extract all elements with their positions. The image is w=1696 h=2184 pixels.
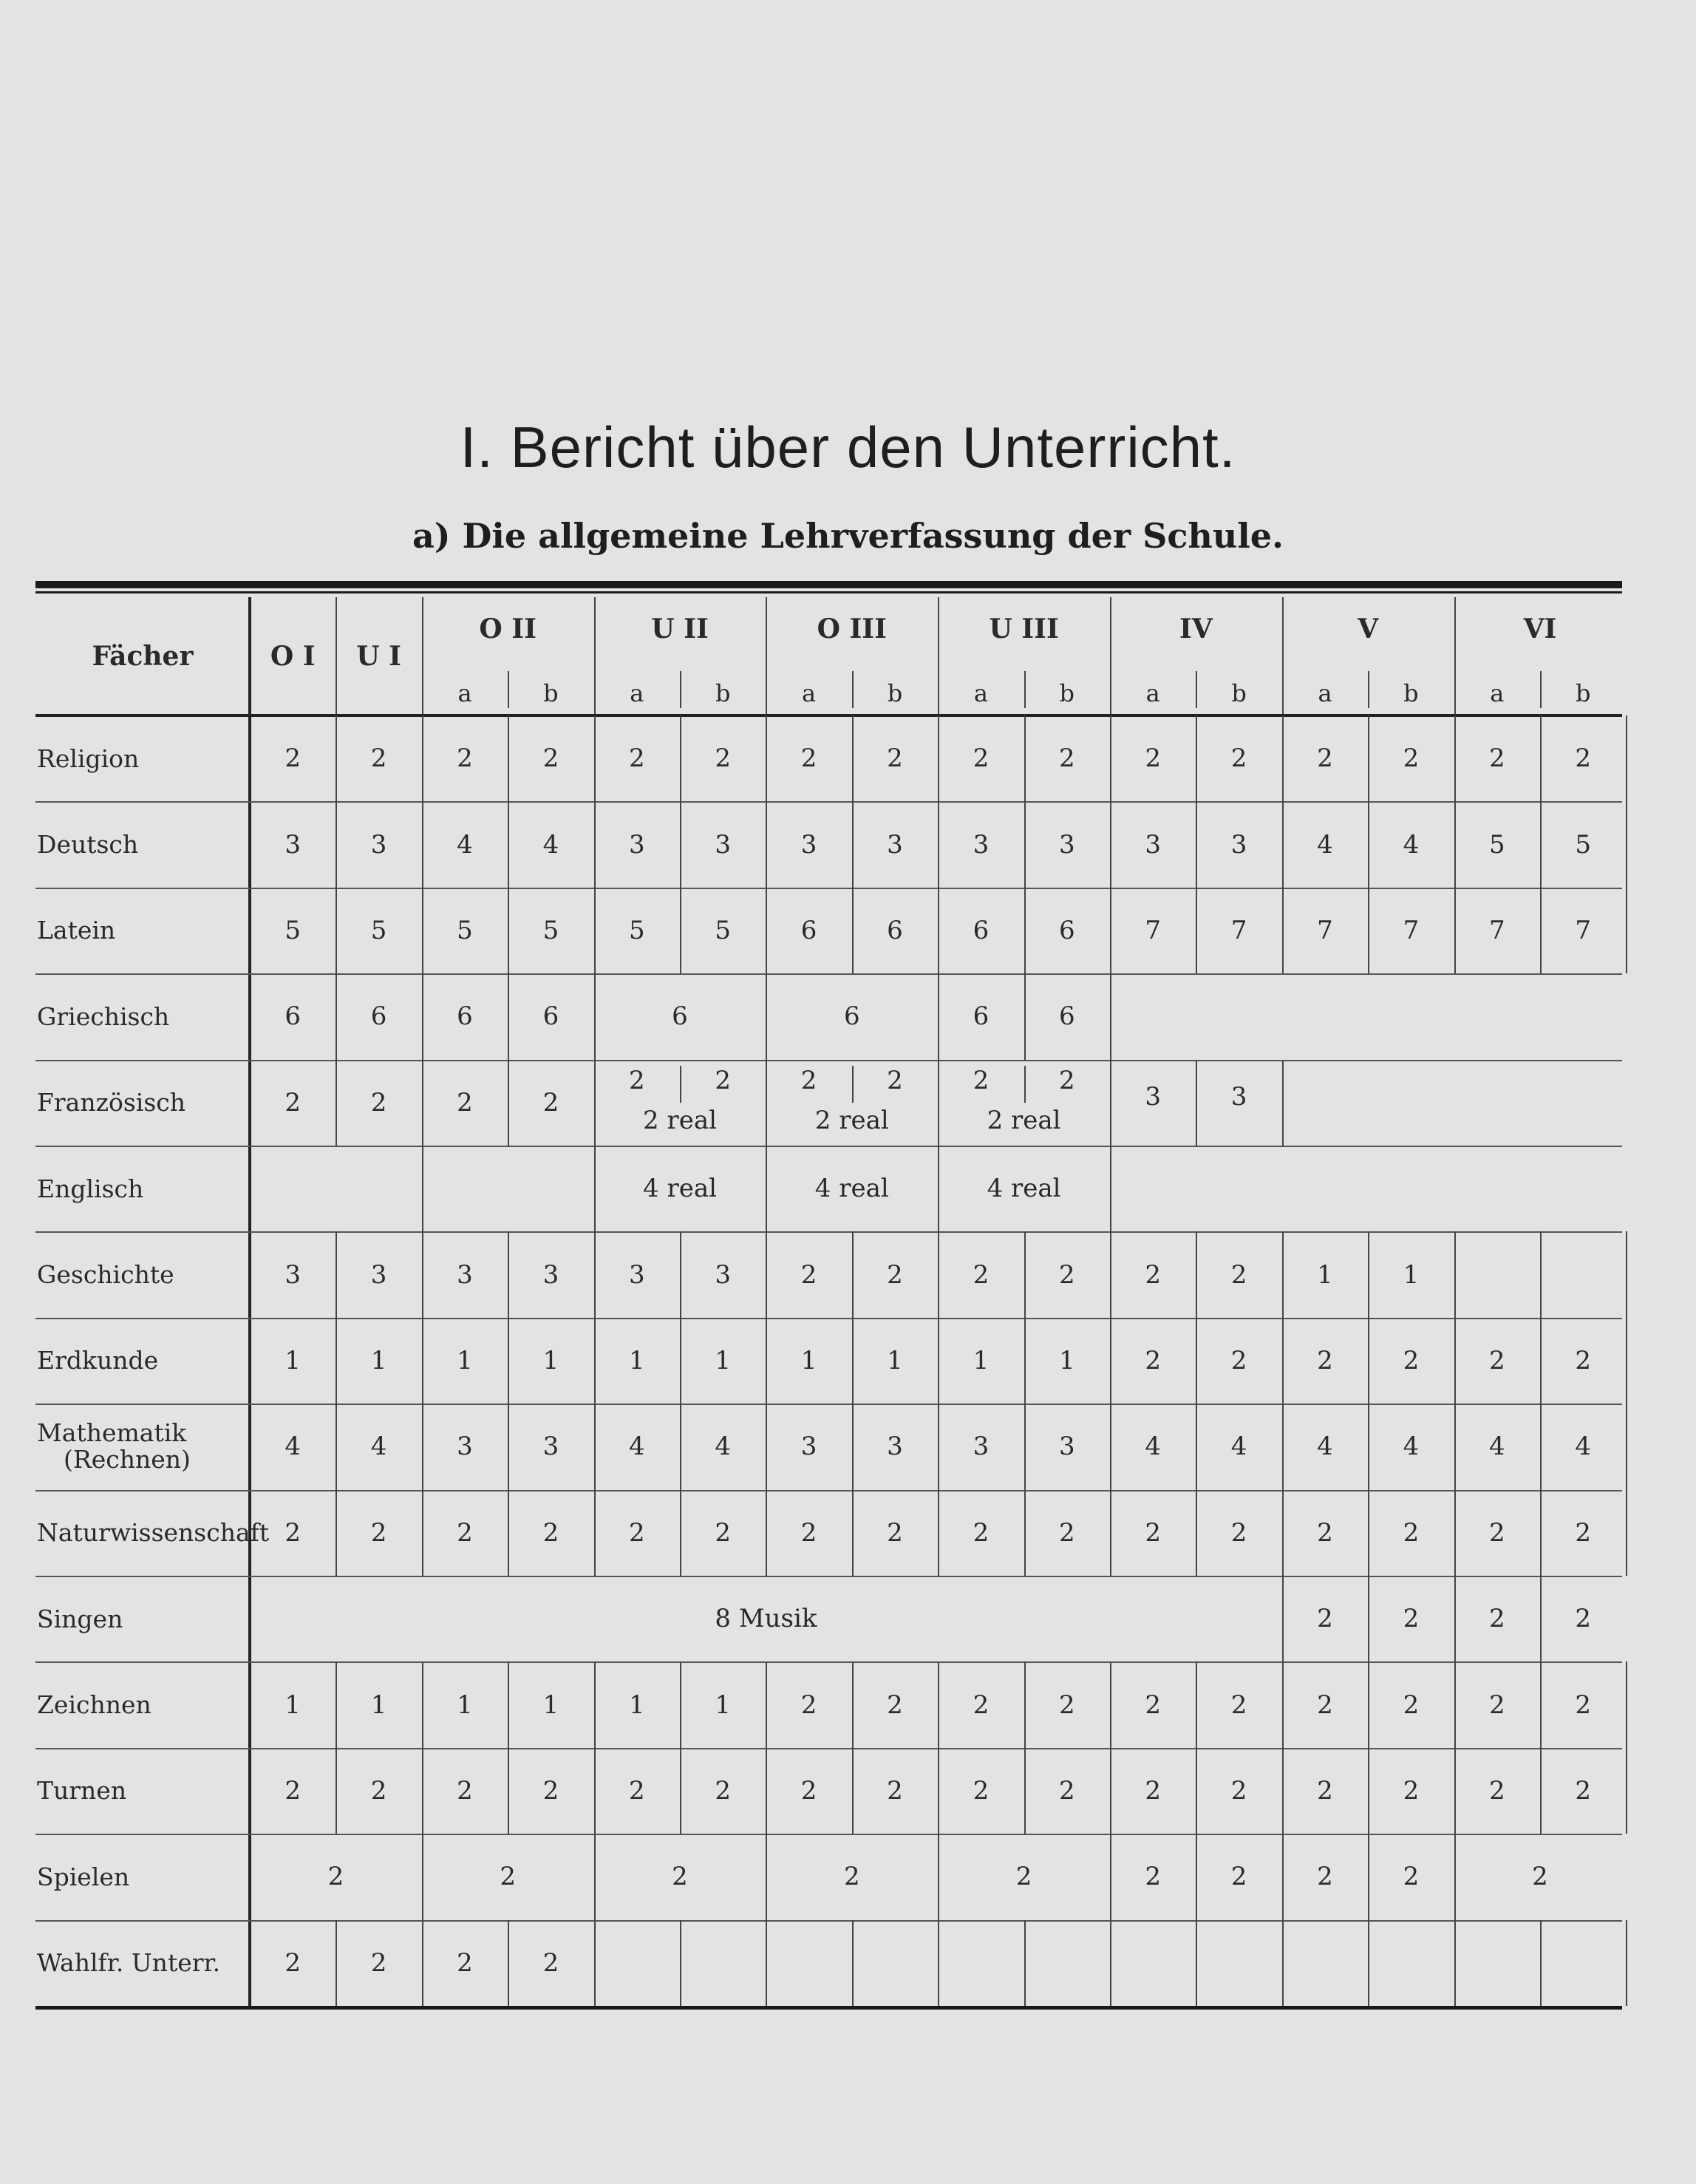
table-cell: 4 <box>542 829 559 860</box>
grid-vline <box>1454 597 1456 715</box>
subject-label-line: Mathematik <box>37 1418 187 1448</box>
table-cell: 3 <box>628 829 645 860</box>
table-cell: 2 <box>973 744 990 774</box>
grid-vline <box>1626 1318 1627 1404</box>
subject-label: Deutsch <box>37 829 139 859</box>
table-cell: 2 real <box>814 1105 889 1135</box>
table-cell: 2 <box>1317 1775 1333 1806</box>
table-cell: 4 real <box>987 1174 1061 1204</box>
table-cell: 2 <box>1317 1862 1333 1892</box>
table-cell: 2 <box>370 1947 387 1978</box>
table-cell: 3 <box>973 1432 990 1462</box>
table-cell: 4 <box>370 1432 387 1462</box>
subject-label: Religion <box>37 744 140 773</box>
grid-vline <box>1454 1231 1456 1317</box>
table-cell: 2 <box>457 1775 473 1806</box>
table-cell: 7 <box>1403 915 1420 945</box>
table-cell: 2 <box>887 1517 903 1548</box>
table-cell: 3 <box>1145 1081 1162 1112</box>
table-cell: 2 <box>370 1517 387 1548</box>
subject-label: Englisch <box>37 1174 144 1203</box>
table-cell: 1 <box>1317 1259 1333 1290</box>
header-sub-a: a <box>1145 679 1160 707</box>
grid-vline <box>1282 1920 1284 2006</box>
table-cell: 1 <box>800 1345 817 1375</box>
header-sub-a: a <box>802 679 817 707</box>
table-cell: 1 <box>715 1345 732 1375</box>
header-group: IV <box>1179 613 1213 644</box>
table-cell: 2 <box>800 1690 817 1720</box>
table-cell: 2 <box>1403 1775 1420 1806</box>
table-cell: 2 <box>1317 1690 1333 1720</box>
table-cell: 2 <box>1058 744 1075 774</box>
table-cell: 4 <box>1145 1432 1162 1462</box>
header-sub-a: a <box>1490 679 1505 707</box>
table-cell: 6 <box>672 1001 688 1032</box>
table-cell: 3 <box>715 829 732 860</box>
table-cell: 2 <box>1403 744 1420 774</box>
table-cell: 3 <box>285 829 302 860</box>
grid-vline <box>1024 1920 1026 2006</box>
subject-label: Erdkunde <box>37 1346 159 1375</box>
table-cell: 7 <box>1230 915 1247 945</box>
table-cell: 2 <box>1488 1775 1505 1806</box>
table-cell: 6 <box>843 1001 860 1032</box>
table-cell: 2 <box>1058 1775 1075 1806</box>
header-sub-b: b <box>1231 679 1247 707</box>
table-cell: 2 <box>1015 1862 1032 1892</box>
table-cell: 2 <box>1317 1604 1333 1634</box>
table-cell: 1 <box>457 1690 473 1720</box>
header-group: U III <box>989 613 1059 644</box>
subject-label: Spielen <box>37 1862 130 1891</box>
table-cell: 2 <box>1145 1517 1162 1548</box>
table-cell: 4 real <box>643 1174 717 1204</box>
table-cell: 3 <box>457 1259 473 1290</box>
table-cell: 2 <box>800 744 817 774</box>
table-cell: 7 <box>1317 915 1333 945</box>
table-cell: 2 <box>1575 1345 1592 1375</box>
table-cell: 3 <box>973 829 990 860</box>
table-cell: 3 <box>370 829 387 860</box>
table-cell: 2 <box>1145 1259 1162 1290</box>
table-cell: 1 <box>1058 1345 1075 1375</box>
table-cell: 3 <box>1058 1432 1075 1462</box>
table-cell: 2 <box>542 1517 559 1548</box>
table-cell: 2 <box>1575 1775 1592 1806</box>
table-cell: 2 <box>973 1690 990 1720</box>
table-cell: 4 <box>1317 829 1333 860</box>
table-cell: 2 <box>672 1862 688 1892</box>
grid-vline <box>1110 973 1111 1059</box>
table-cell: 3 <box>887 829 903 860</box>
table-cell: 5 <box>370 915 387 945</box>
table-cell: 2 <box>628 1065 645 1095</box>
table-cell: 2 <box>457 744 473 774</box>
header-group: O I <box>270 641 316 672</box>
table-cell: 2 <box>628 744 645 774</box>
table-cell: 2 real <box>987 1105 1061 1135</box>
table-cell: 6 <box>887 915 903 945</box>
table-cell: 2 <box>1488 744 1505 774</box>
grid-vline <box>1540 1231 1542 1317</box>
table-cell: 6 <box>800 915 817 945</box>
header-sub-a: a <box>1318 679 1332 707</box>
table-cell: 4 <box>1317 1432 1333 1462</box>
header-sub-a: a <box>630 679 644 707</box>
table-cell: 8 Musik <box>715 1604 817 1634</box>
table-cell: 6 <box>542 1001 559 1032</box>
table-cell: 4 <box>1403 1432 1420 1462</box>
table-cell: 1 <box>1403 1259 1420 1290</box>
grid-vline <box>1626 1920 1627 2006</box>
table-cell: 3 <box>1058 829 1075 860</box>
grid-vline <box>1540 1920 1542 2006</box>
grid-vline <box>766 597 767 715</box>
table-cell: 1 <box>973 1345 990 1375</box>
subject-label: Griechisch <box>37 1001 170 1031</box>
table-cell: 5 <box>1575 829 1592 860</box>
table-cell: 2 <box>1230 744 1247 774</box>
grid-vline <box>680 671 681 708</box>
grid-vline <box>594 597 596 715</box>
table-cell: 6 <box>457 1001 473 1032</box>
table-cell: 2 <box>1575 1690 1592 1720</box>
table-cell: 1 <box>457 1345 473 1375</box>
table-cell: 5 <box>628 915 645 945</box>
table-cell: 6 <box>285 1001 302 1032</box>
header-sub-b: b <box>1575 679 1591 707</box>
table-cell: 2 <box>1317 1517 1333 1548</box>
table-cell: 2 <box>715 1065 732 1095</box>
table-cell: 3 <box>457 1432 473 1462</box>
grid-vline <box>852 671 854 708</box>
subject-label <box>37 1404 191 1489</box>
table-cell: 2 <box>542 744 559 774</box>
grid-vline <box>1282 1060 1284 1146</box>
table-cell: 2 <box>542 1947 559 1978</box>
table-cell: 2 <box>887 1065 903 1095</box>
table-cell: 6 <box>1058 1001 1075 1032</box>
table-cell: 2 <box>1145 1775 1162 1806</box>
header-sub-a: a <box>457 679 472 707</box>
header-sub-b: b <box>715 679 731 707</box>
subject-label: Geschichte <box>37 1259 174 1289</box>
table-cell: 1 <box>542 1345 559 1375</box>
table-cell: 2 <box>457 1087 473 1117</box>
grid-vline <box>1454 1920 1456 2006</box>
table-cell: 4 real <box>814 1174 889 1204</box>
table-cell: 3 <box>285 1259 302 1290</box>
grid-vline <box>1626 1490 1627 1576</box>
table-cell: 2 <box>1575 1517 1592 1548</box>
top-rule-thick <box>35 581 1622 588</box>
subject-label: Zeichnen <box>37 1690 151 1719</box>
table-cell: 2 <box>1403 1690 1420 1720</box>
table-cell: 2 <box>285 744 302 774</box>
table-cell: 2 <box>1230 1517 1247 1548</box>
header-group: U II <box>651 613 709 644</box>
grid-vline <box>938 597 939 715</box>
grid-vline <box>594 1920 596 2006</box>
table-cell: 2 <box>457 1517 473 1548</box>
table-cell: 2 <box>1145 1345 1162 1375</box>
table-cell: 2 <box>285 1775 302 1806</box>
table-cell: 2 <box>1145 1690 1162 1720</box>
table-cell: 3 <box>887 1432 903 1462</box>
header-sub-b: b <box>887 679 903 707</box>
table-cell: 1 <box>285 1690 302 1720</box>
table-cell: 6 <box>1058 915 1075 945</box>
table-cell: 2 <box>1575 1604 1592 1634</box>
grid-vline <box>680 1920 681 2006</box>
subject-label: Französisch <box>37 1088 186 1117</box>
table-cell: 5 <box>457 915 473 945</box>
table-cell: 2 <box>1230 1259 1247 1290</box>
subject-label-line: (Rechnen) <box>64 1445 191 1474</box>
table-cell: 5 <box>715 915 732 945</box>
header-group: U I <box>356 641 401 672</box>
table-cell: 2 <box>285 1947 302 1978</box>
table-cell: 7 <box>1488 915 1505 945</box>
header-sub-b: b <box>1403 679 1419 707</box>
table-cell: 1 <box>628 1690 645 1720</box>
table-cell: 2 <box>1488 1690 1505 1720</box>
table-cell: 2 <box>285 1087 302 1117</box>
table-cell: 2 <box>1403 1862 1420 1892</box>
page-title: I. Bericht über den Unterricht. <box>460 415 1236 480</box>
grid-vline <box>1626 715 1627 801</box>
table-cell: 2 <box>1230 1345 1247 1375</box>
table-cell: 2 <box>370 1775 387 1806</box>
table-cell: 2 <box>1403 1517 1420 1548</box>
table-cell: 4 <box>1403 829 1420 860</box>
header-subject: Fächer <box>92 641 194 672</box>
table-cell: 2 <box>1230 1775 1247 1806</box>
table-cell: 4 <box>1575 1432 1592 1462</box>
grid-vline <box>1282 597 1284 715</box>
grid-vline <box>336 597 337 715</box>
header-sub-b: b <box>543 679 559 707</box>
table-cell: 2 <box>1145 744 1162 774</box>
table-cell: 2 <box>1058 1517 1075 1548</box>
table-cell: 3 <box>628 1259 645 1290</box>
table-cell: 6 <box>973 1001 990 1032</box>
table-cell: 2 <box>628 1517 645 1548</box>
table-cell: 2 <box>285 1517 302 1548</box>
table-cell: 2 <box>1058 1690 1075 1720</box>
header-sub-a: a <box>973 679 988 707</box>
table-cell: 2 <box>973 1259 990 1290</box>
table-cell: 2 <box>973 1775 990 1806</box>
table-cell: 5 <box>542 915 559 945</box>
table-cell: 3 <box>542 1432 559 1462</box>
grid-vline <box>1626 1661 1627 1747</box>
table-cell: 4 <box>1230 1432 1247 1462</box>
table-cell: 2 <box>715 744 732 774</box>
table-cell: 6 <box>370 1001 387 1032</box>
subject-label: Singen <box>37 1604 123 1633</box>
table-cell: 2 <box>370 744 387 774</box>
table-cell: 2 <box>887 1775 903 1806</box>
grid-vline <box>766 1920 767 2006</box>
table-cell: 3 <box>715 1259 732 1290</box>
table-cell: 2 <box>973 1517 990 1548</box>
grid-vline <box>508 671 509 708</box>
table-cell: 3 <box>800 1432 817 1462</box>
subject-label: Latein <box>37 916 116 945</box>
table-cell: 4 <box>715 1432 732 1462</box>
table-cell: 2 <box>1403 1345 1420 1375</box>
grid-vline <box>1626 801 1627 887</box>
subject-label: Turnen <box>37 1776 127 1806</box>
header-group: O III <box>817 613 887 644</box>
table-cell: 2 <box>1403 1604 1420 1634</box>
header-group: O II <box>479 613 537 644</box>
curriculum-table <box>35 597 1622 2006</box>
table-cell: 2 <box>715 1517 732 1548</box>
table-cell: 4 <box>628 1432 645 1462</box>
grid-vline <box>1540 671 1542 708</box>
table-cell: 3 <box>542 1259 559 1290</box>
table-cell: 2 <box>1230 1690 1247 1720</box>
table-cell: 4 <box>285 1432 302 1462</box>
table-cell: 2 <box>715 1775 732 1806</box>
table-cell: 3 <box>1230 1081 1247 1112</box>
table-cell: 5 <box>1488 829 1505 860</box>
table-cell: 2 <box>800 1065 817 1095</box>
page-subtitle: a) Die allgemeine Lehrverfassung der Schule. <box>412 516 1284 556</box>
table-cell: 5 <box>285 915 302 945</box>
top-rule-thin <box>35 591 1622 593</box>
table-cell: 2 <box>1230 1862 1247 1892</box>
header-group: V <box>1358 613 1379 644</box>
table-cell: 2 <box>1575 744 1592 774</box>
table-cell: 2 <box>843 1862 860 1892</box>
table-cell: 2 <box>800 1775 817 1806</box>
bottom-rule <box>35 2006 1622 2010</box>
table-cell: 3 <box>800 829 817 860</box>
table-cell: 2 real <box>643 1105 717 1135</box>
grid-vline <box>938 1920 939 2006</box>
table-cell: 2 <box>887 1259 903 1290</box>
table-cell: 2 <box>1488 1517 1505 1548</box>
table-cell: 2 <box>1488 1345 1505 1375</box>
grid-vline <box>1110 1146 1111 1231</box>
table-cell: 2 <box>500 1862 517 1892</box>
table-cell: 7 <box>1575 915 1592 945</box>
grid-vline <box>1626 1748 1627 1834</box>
table-cell: 2 <box>542 1087 559 1117</box>
grid-vline <box>422 597 423 715</box>
grid-vline <box>1368 671 1369 708</box>
grid-vline <box>1024 671 1026 708</box>
table-cell: 2 <box>973 1065 990 1095</box>
table-cell: 1 <box>715 1690 732 1720</box>
table-cell: 7 <box>1145 915 1162 945</box>
subject-label: Wahlfr. Unterr. <box>37 1948 221 1978</box>
table-cell: 2 <box>1145 1862 1162 1892</box>
grid-vline <box>1196 671 1197 708</box>
header-sub-b: b <box>1059 679 1075 707</box>
table-cell: 1 <box>285 1345 302 1375</box>
table-cell: 2 <box>1058 1065 1075 1095</box>
table-cell: 2 <box>887 744 903 774</box>
header-group: VI <box>1523 613 1557 644</box>
table-cell: 2 <box>370 1087 387 1117</box>
table-cell: 2 <box>628 1775 645 1806</box>
table-cell: 2 <box>327 1862 344 1892</box>
table-cell: 2 <box>800 1517 817 1548</box>
table-cell: 4 <box>457 829 473 860</box>
grid-vline <box>852 1920 854 2006</box>
table-cell: 1 <box>370 1690 387 1720</box>
table-cell: 2 <box>1317 1345 1333 1375</box>
grid-vline <box>1196 1920 1197 2006</box>
table-cell: 2 <box>457 1947 473 1978</box>
grid-vline <box>422 1146 423 1231</box>
grid-vline <box>1626 1404 1627 1489</box>
table-cell: 2 <box>1532 1862 1548 1892</box>
table-cell: 1 <box>628 1345 645 1375</box>
table-cell: 3 <box>370 1259 387 1290</box>
table-cell: 2 <box>1317 744 1333 774</box>
grid-vline <box>1110 597 1111 715</box>
table-cell: 3 <box>1145 829 1162 860</box>
table-cell: 4 <box>1488 1432 1505 1462</box>
table-cell: 2 <box>1058 1259 1075 1290</box>
grid-vline <box>1626 1231 1627 1317</box>
table-cell: 2 <box>800 1259 817 1290</box>
table-cell: 1 <box>370 1345 387 1375</box>
table-cell: 6 <box>973 915 990 945</box>
table-cell: 2 <box>542 1775 559 1806</box>
table-cell: 1 <box>542 1690 559 1720</box>
table-cell: 2 <box>887 1690 903 1720</box>
table-cell: 1 <box>887 1345 903 1375</box>
table-cell: 2 <box>1488 1604 1505 1634</box>
grid-vline <box>1110 1920 1111 2006</box>
table-cell: 3 <box>1230 829 1247 860</box>
subject-label: Naturwissenschaft <box>37 1518 270 1548</box>
grid-vline <box>1626 888 1627 973</box>
grid-vline <box>1368 1920 1369 2006</box>
